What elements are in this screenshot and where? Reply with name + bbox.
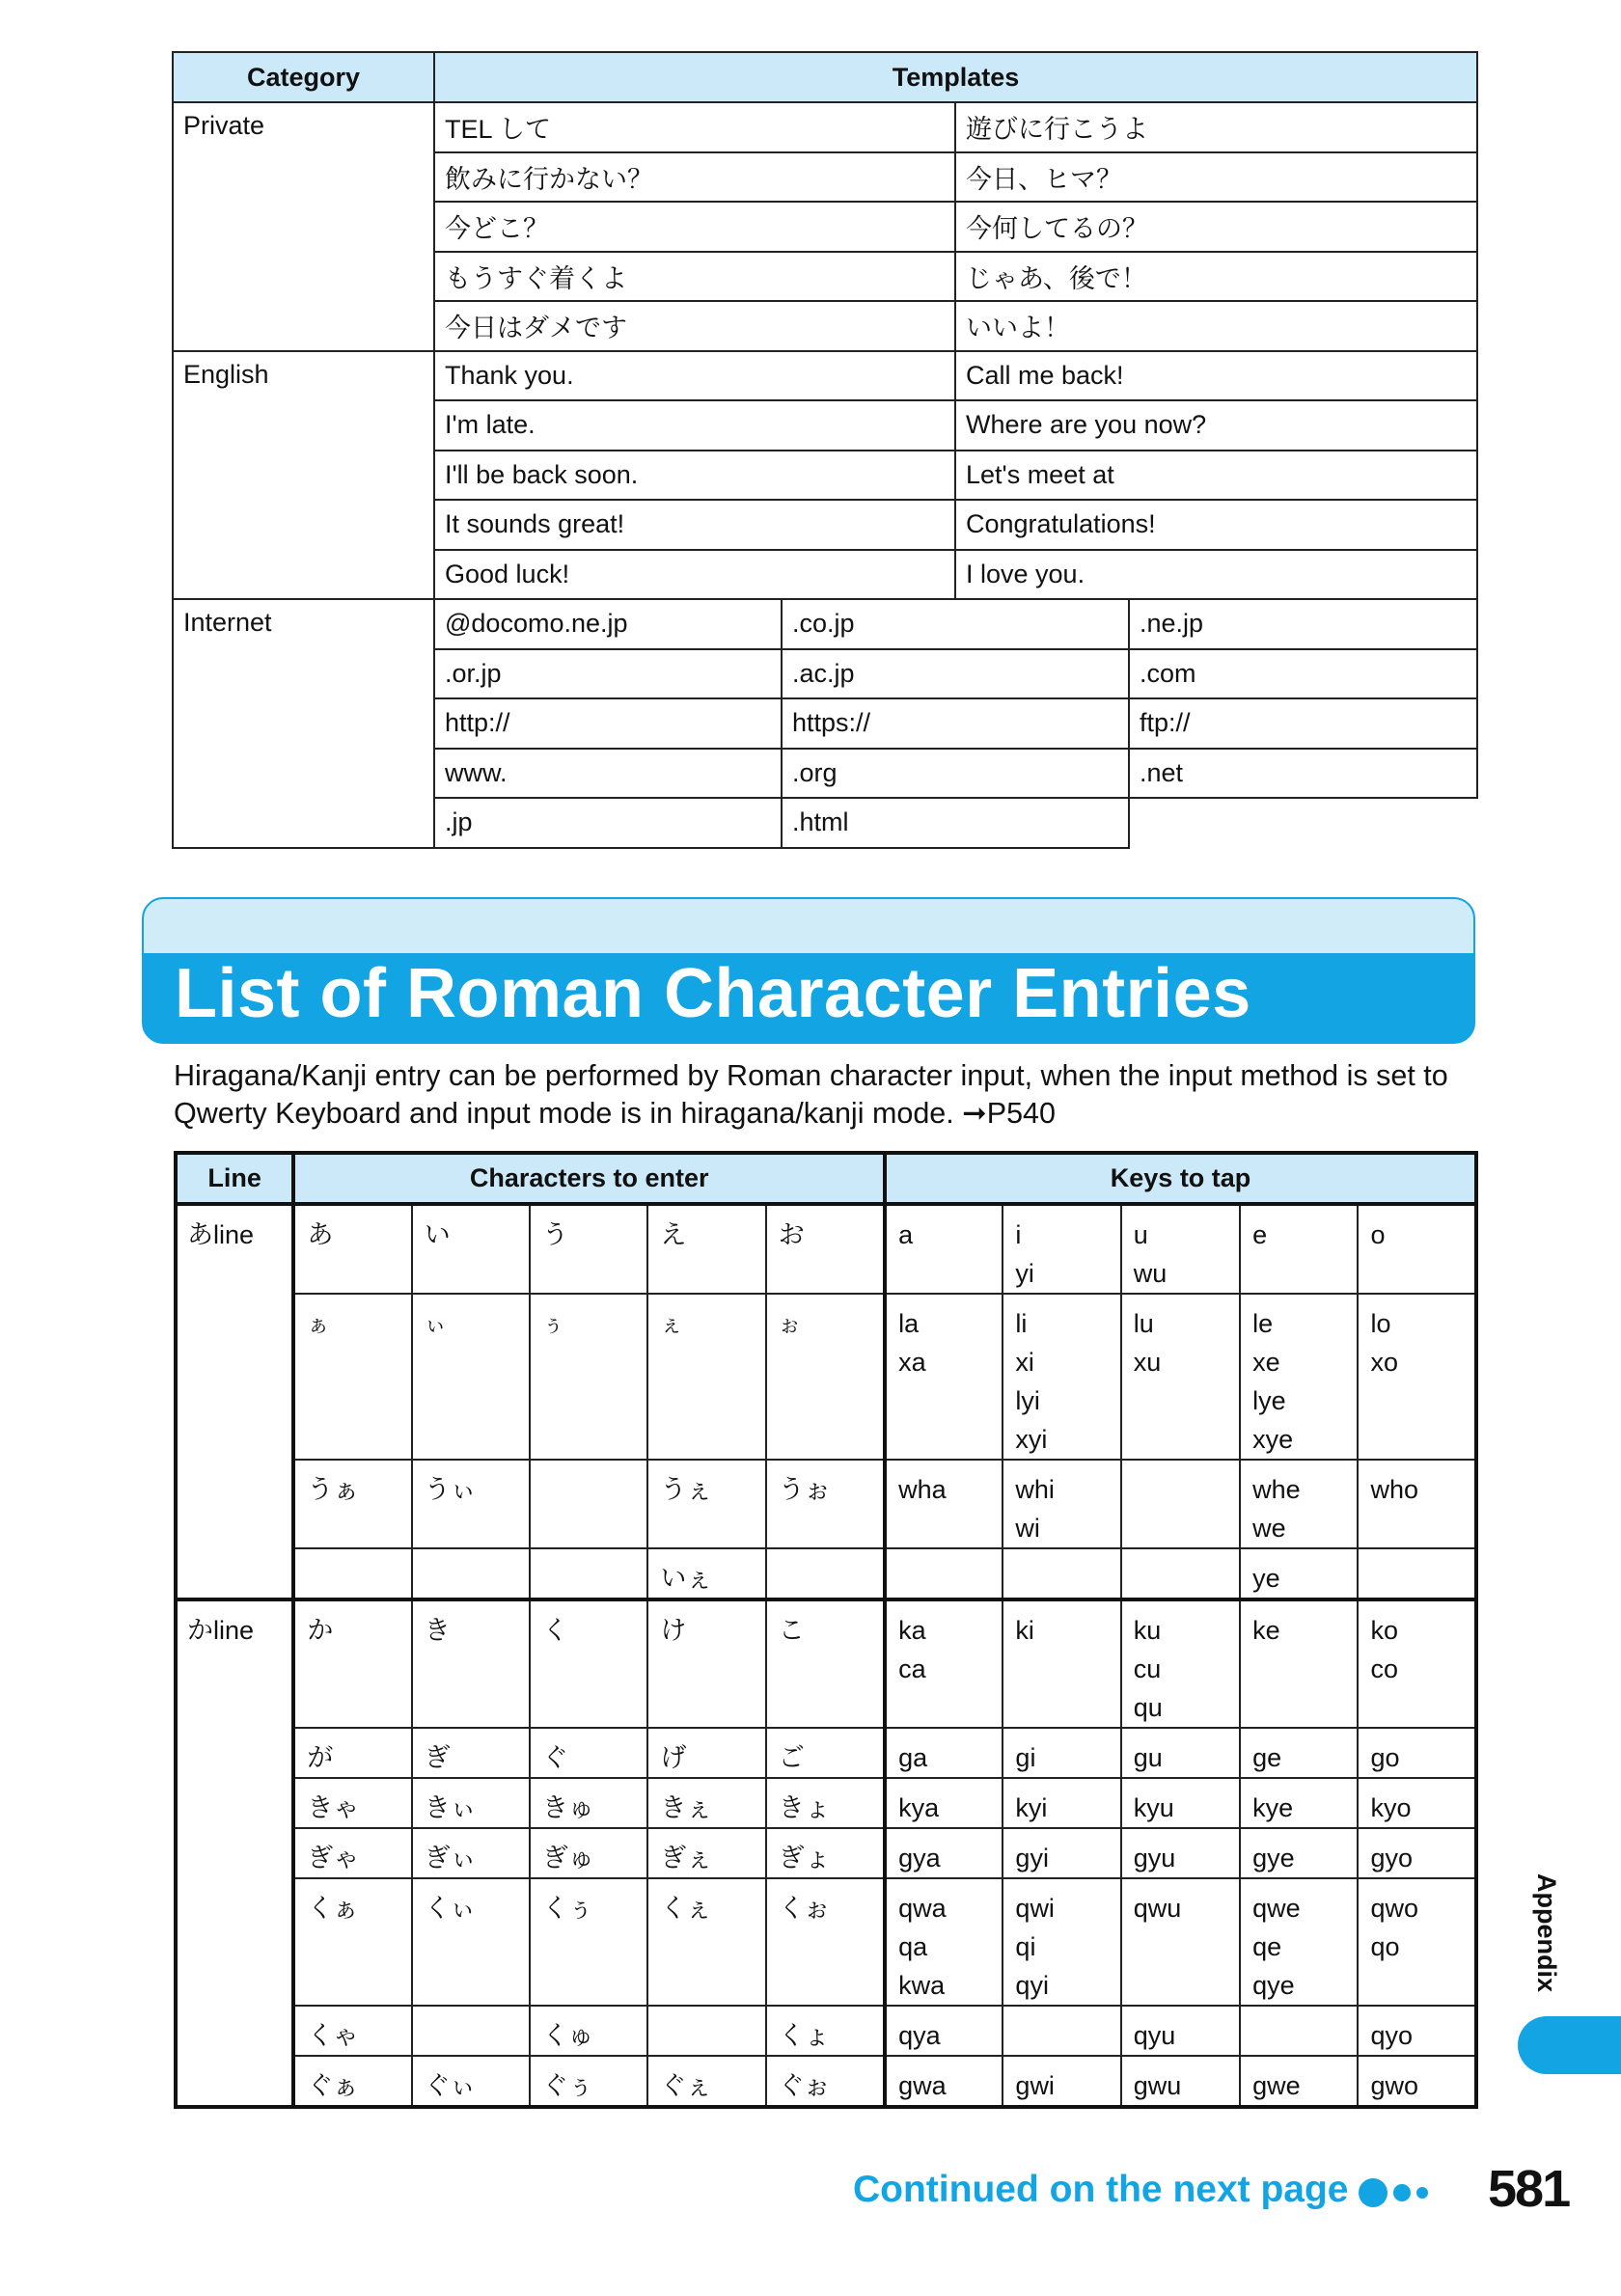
roman-row [176,1294,1476,1460]
char-cell: くぁ [293,1878,411,2006]
template-cell: Congratulations! [955,500,1477,550]
line-header: Line [176,1153,293,1204]
template-cell: I love you. [955,550,1477,600]
banner-top-band [144,899,1473,953]
template-cell: じゃあ、後で！ [955,252,1477,302]
template-cell: Let's meet at [955,451,1477,501]
templates-header-row [173,52,1477,102]
char-cell: お [766,1204,885,1294]
key-cell: qwo qo [1358,1878,1476,2006]
key-cell: gwu [1121,2056,1240,2107]
key-cell: kye [1240,1778,1358,1828]
key-cell [1003,2006,1120,2056]
char-cell: きぇ [647,1778,765,1828]
key-cell: o [1358,1204,1476,1294]
char-cell: こ [766,1599,885,1728]
key-cell [1121,1460,1240,1548]
key-cell: ka ca [885,1599,1003,1728]
key-cell: gyi [1003,1828,1120,1878]
key-cell: gya [885,1828,1003,1878]
template-cell: .org [782,749,1129,799]
template-row [173,102,1477,152]
template-cell: Where are you now? [955,400,1477,451]
key-cell: a [885,1204,1003,1294]
roman-row [176,1460,1476,1548]
key-cell: qyo [1358,2006,1476,2056]
char-cell: え [647,1204,765,1294]
template-cell: .ac.jp [782,649,1129,699]
char-cell [530,1460,647,1548]
char-cell: いぇ [647,1548,765,1599]
key-cell: whe we [1240,1460,1358,1548]
char-cell: か [293,1599,411,1728]
char-cell: あ [293,1204,411,1294]
template-cell: .net [1129,749,1477,799]
key-cell: e [1240,1204,1358,1294]
char-cell: うぉ [766,1460,885,1548]
char-cell: くゅ [530,2006,647,2056]
roman-row [176,1599,1476,1728]
char-cell: い [412,1204,530,1294]
char-cell: ご [766,1728,885,1778]
roman-entries-table [174,1151,1478,2109]
key-cell: kya [885,1778,1003,1828]
key-cell: kyo [1358,1778,1476,1828]
char-cell: げ [647,1728,765,1778]
roman-row [176,1778,1476,1828]
char-cell: ぁ [293,1294,411,1460]
char-cell: ぐぉ [766,2056,885,2107]
key-cell: ye [1240,1548,1358,1599]
char-cell: ぎぇ [647,1828,765,1878]
key-cell: gwa [885,2056,1003,2107]
roman-header-row [176,1153,1476,1204]
dot-large-icon [1359,2178,1387,2207]
appendix-tab[interactable] [1518,2016,1621,2074]
char-cell: うぃ [412,1460,530,1548]
key-cell: le xe lye xye [1240,1294,1358,1460]
char-cell: ぎぃ [412,1828,530,1878]
line-label: かline [176,1599,293,2107]
template-cell: 飲みに行かない？ [434,152,955,203]
roman-row [176,1548,1476,1599]
key-cell [1003,1548,1120,1599]
key-cell: gyu [1121,1828,1240,1878]
template-cell: .jp [434,798,782,848]
template-cell: 遊びに行こうよ [955,102,1477,152]
char-cell: ぃ [412,1294,530,1460]
template-cell: I'll be back soon. [434,451,955,501]
key-cell: i yi [1003,1204,1120,1294]
section-title: List of Roman Character Entries [175,955,1251,1032]
template-cell: .or.jp [434,649,782,699]
key-cell: qyu [1121,2006,1240,2056]
char-cell: きゅ [530,1778,647,1828]
template-cell: .co.jp [782,599,1129,649]
template-row [173,351,1477,401]
category-english: English [173,351,434,600]
templates-header: Templates [434,52,1477,102]
templates-body [173,102,1477,848]
template-cell: .ne.jp [1129,599,1477,649]
continue-arrow-icon [1359,2178,1428,2207]
char-cell: が [293,1728,411,1778]
key-cell: qwe qe qye [1240,1878,1358,2006]
char-cell: くゃ [293,2006,411,2056]
char-cell: ぅ [530,1294,647,1460]
char-cell [647,2006,765,2056]
template-cell: 今日はダメです [434,301,955,351]
template-cell: 今日、ヒマ？ [955,152,1477,203]
key-cell: gwe [1240,2056,1358,2107]
key-cell: whi wi [1003,1460,1120,1548]
char-cell: うぁ [293,1460,411,1548]
char-cell [412,1548,530,1599]
char-cell: うぇ [647,1460,765,1548]
char-cell: くぃ [412,1878,530,2006]
key-cell: kyu [1121,1778,1240,1828]
template-cell: TEL して [434,102,955,152]
char-cell: ぎゃ [293,1828,411,1878]
key-cell: wha [885,1460,1003,1548]
key-cell: ga [885,1728,1003,1778]
template-cell: Good luck! [434,550,955,600]
key-cell: ke [1240,1599,1358,1728]
key-cell: go [1358,1728,1476,1778]
roman-row [176,1828,1476,1878]
template-cell: ftp:// [1129,698,1477,749]
template-cell: いいよ！ [955,301,1477,351]
dot-small-icon [1416,2187,1428,2199]
category-internet: Internet [173,599,434,848]
key-cell: ge [1240,1728,1358,1778]
keys-header: Keys to tap [885,1153,1476,1204]
key-cell: u wu [1121,1204,1240,1294]
template-cell: .html [782,798,1129,848]
char-cell: ぉ [766,1294,885,1460]
char-cell: ぐぇ [647,2056,765,2107]
category-header: Category [173,52,434,102]
key-cell: qya [885,2006,1003,2056]
roman-row [176,1204,1476,1294]
char-cell: くぉ [766,1878,885,2006]
key-cell: qwu [1121,1878,1240,2006]
char-cell: きゃ [293,1778,411,1828]
template-cell: @docomo.ne.jp [434,599,782,649]
appendix-label: Appendix [1532,1873,1561,1993]
key-cell [1240,2006,1358,2056]
template-cell: 今何してるの？ [955,202,1477,252]
char-cell [766,1548,885,1599]
templates-table [172,51,1478,849]
key-cell: gu [1121,1728,1240,1778]
key-cell [1358,1548,1476,1599]
key-cell: lu xu [1121,1294,1240,1460]
char-cell: け [647,1599,765,1728]
template-cell: http:// [434,698,782,749]
key-cell: ki [1003,1599,1120,1728]
roman-row [176,1728,1476,1778]
template-cell: It sounds great! [434,500,955,550]
page-number: 581 [1488,2160,1570,2218]
key-cell: gye [1240,1828,1358,1878]
empty-cell [1129,798,1477,848]
template-cell: .com [1129,649,1477,699]
key-cell: gi [1003,1728,1120,1778]
char-cell: く [530,1599,647,1728]
intro-text: Hiragana/Kanji entry can be performed by Roman character input, when the input method is set to Qwerty Keyboard and input mode is in hiragana/kanji mode. ➞P540 [174,1059,1448,1130]
template-cell: https:// [782,698,1129,749]
template-cell: www. [434,749,782,799]
key-cell: who [1358,1460,1476,1548]
char-cell [530,1548,647,1599]
char-cell: ぎょ [766,1828,885,1878]
key-cell: gyo [1358,1828,1476,1878]
roman-body [176,1204,1476,2107]
roman-row [176,2006,1476,2056]
char-cell: ぐぃ [412,2056,530,2107]
key-cell: li xi lyi xyi [1003,1294,1120,1460]
key-cell: lo xo [1358,1294,1476,1460]
roman-row [176,2056,1476,2107]
char-cell: くぇ [647,1878,765,2006]
key-cell: la xa [885,1294,1003,1460]
key-cell: ko co [1358,1599,1476,1728]
roman-row [176,1878,1476,2006]
key-cell [1121,1548,1240,1599]
section-banner [142,897,1475,1044]
key-cell: gwo [1358,2056,1476,2107]
char-cell: ぐぅ [530,2056,647,2107]
char-cell: ぐ [530,1728,647,1778]
chars-header: Characters to enter [293,1153,885,1204]
char-cell [293,1548,411,1599]
template-cell: もうすぐ着くよ [434,252,955,302]
key-cell [885,1548,1003,1599]
template-row [173,599,1477,649]
key-cell: gwi [1003,2056,1120,2107]
key-cell: qwa qa kwa [885,1878,1003,2006]
char-cell: ぎゅ [530,1828,647,1878]
char-cell: き [412,1599,530,1728]
template-cell: I'm late. [434,400,955,451]
key-cell: qwi qi qyi [1003,1878,1120,2006]
char-cell: ぎ [412,1728,530,1778]
template-cell: Thank you. [434,351,955,401]
char-cell: きぃ [412,1778,530,1828]
char-cell: う [530,1204,647,1294]
char-cell: ぐぁ [293,2056,411,2107]
template-cell: Call me back! [955,351,1477,401]
line-label: あline [176,1204,293,1599]
char-cell: きょ [766,1778,885,1828]
dot-medium-icon [1393,2184,1411,2201]
char-cell: ぇ [647,1294,765,1460]
category-private: Private [173,102,434,351]
key-cell: ku cu qu [1121,1599,1240,1728]
char-cell: くょ [766,2006,885,2056]
char-cell: くぅ [530,1878,647,2006]
char-cell [412,2006,530,2056]
continued-text: Continued on the next page [853,2169,1349,2210]
key-cell: kyi [1003,1778,1120,1828]
template-cell: 今どこ？ [434,202,955,252]
